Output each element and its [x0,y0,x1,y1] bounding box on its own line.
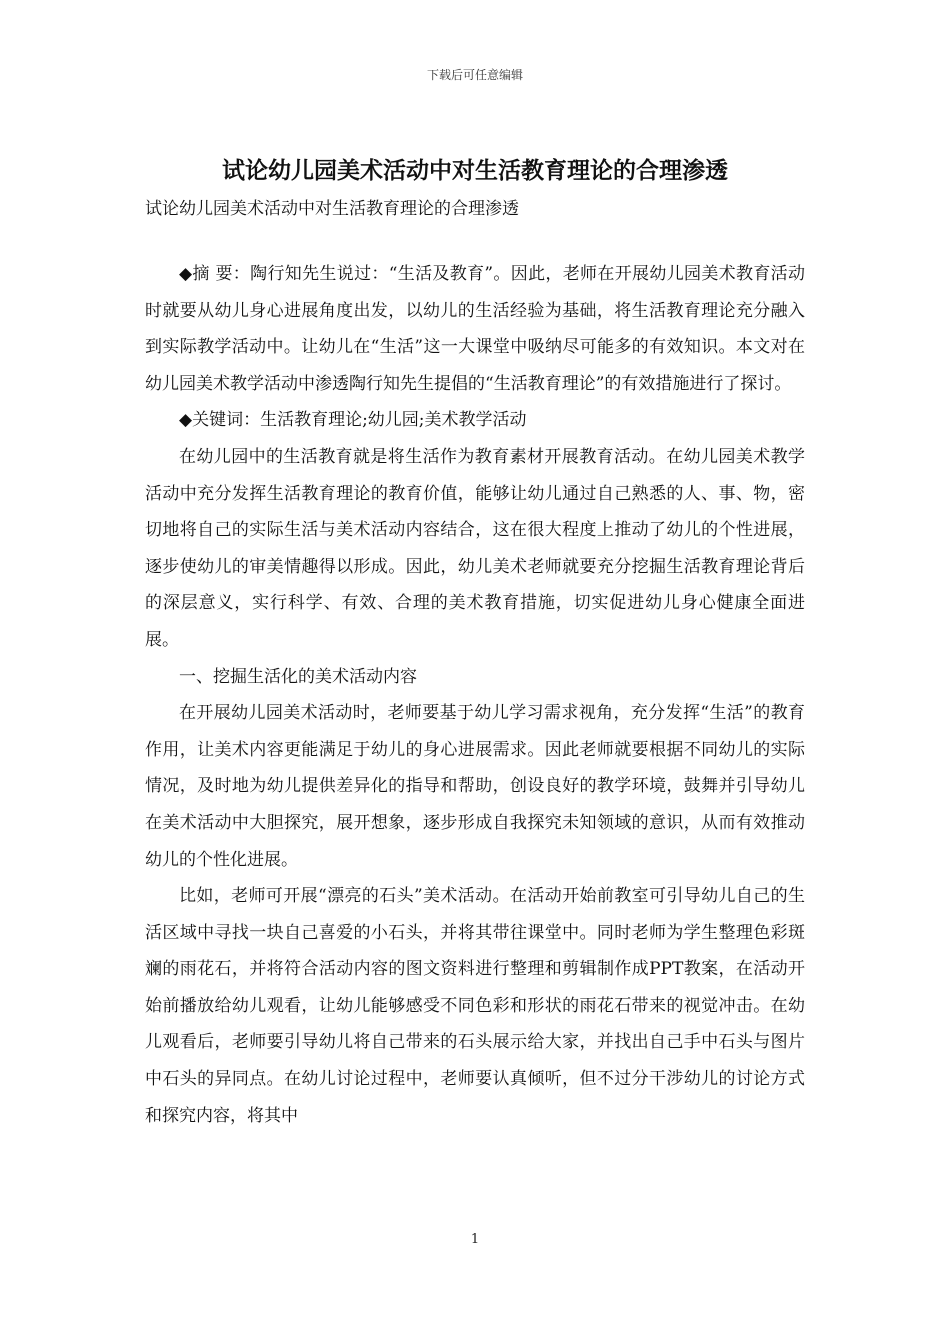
body-paragraph: 比如，老师可开展“漂亮的石头”美术活动。在活动开始前教室可引导幼儿自己的生活区域中寻找一块自己喜爱的小石头，并将其带往课堂中。同时老师为学生整理色彩斑斓的雨花石，并将符合活动内容的图文资料进行整理和剪辑制作成PPT教案，在活动开始前播放给幼儿观看，让幼儿能够感受不同色彩和形状的雨花石带来的视觉冲击。在幼儿观看后，老师要引导幼儿将自己带来的石头展示给大家，并找出自己手中石头与图片中石头的异同点。在幼儿讨论过程中，老师要认真倾听，但不过分干涉幼儿的讨论方式和探究内容，将其中 [145,886,805,1126]
body-paragraph: 在开展幼儿园美术活动时，老师要基于幼儿学习需求视角，充分发挥“生活”的教育作用，让美术内容更能满足于幼儿的身心进展需求。因此老师就要根据不同幼儿的实际情况，及时地为幼儿提供差异化的指导和帮助，创设良好的教学环境，鼓舞并引导幼儿在美术活动中大胆探究，展开想象，逐步形成自我探究未知领域的意识，从而有效推动幼儿的个性化进展。 [145,703,805,870]
page-number: 1 [470,1232,480,1247]
keywords-paragraph: ◆关键词：生活教育理论;幼儿园;美术教学活动 [179,410,527,431]
page-header-note: 下载后可任意编辑 [426,68,523,82]
section-heading: 一、挖掘生活化的美术活动内容 [179,666,417,687]
document-subtitle: 试论幼儿园美术活动中对生活教育理论的合理渗透 [145,199,519,219]
abstract-paragraph: ◆摘 要：陶行知先生说过：“生活及教育”。因此，老师在开展幼儿园美术教育活动时就要从幼儿身心进展角度出发，以幼儿的生活经验为基础，将生活教育理论充分融入到实际教学活动中。让幼儿在“生活”这一大课堂中吸纳尽可能多的有效知识。本文对在幼儿园美术教学活动中渗透陶行知先生提倡的“生活教育理论”的有效措施进行了探讨。 [145,264,805,394]
document-title: 试论幼儿园美术活动中对生活教育理论的合理渗透 [222,157,728,184]
document-body [145,150,805,1134]
intro-paragraph: 在幼儿园中的生活教育就是将生活作为教育素材开展教育活动。在幼儿园美术教学活动中充分发挥生活教育理论的教育价值，能够让幼儿通过自己熟悉的人、事、物，密切地将自己的实际生活与美术活动内容结合，这在很大程度上推动了幼儿的个性进展，逐步使幼儿的审美情趣得以形成。因此，幼儿美术老师就要充分挖掘生活教育理论背后的深层意义，实行科学、有效、合理的美术教育措施，切实促进幼儿身心健康全面进展。 [145,446,805,650]
